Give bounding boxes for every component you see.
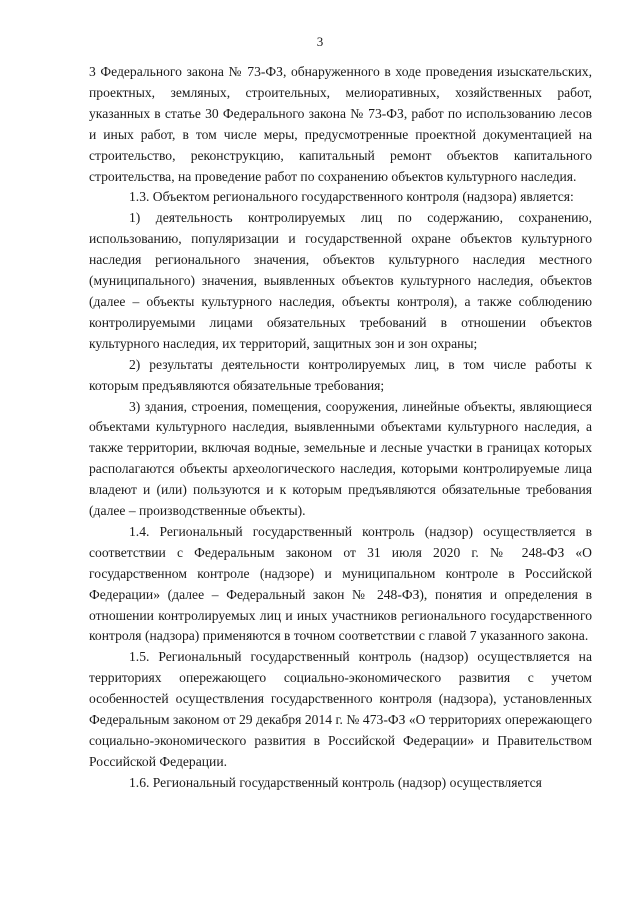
paragraph-continuation: 3 Федерального закона № 73-ФЗ, обнаруженного в ходе проведения изыскательских, проектных, земляных, строительных, мелиоративных, хозяйственных работ, указанных в статье 30 Федерального закона № 73-ФЗ, работ по использованию лесов и иных работ, в том числе меры, предусмотренные проектной документацией на строительство, реконструкцию, капитальный ремонт объектов капитального строительства, на проведение работ по сохранению объектов культурного наследия. [89, 64, 592, 184]
document-body [89, 62, 592, 794]
paragraph-1-3-item-3: 3) здания, строения, помещения, сооружения, линейные объекты, являющиеся объектами культурного наследия, выявленными объектами культурного наследия, а также территории, включая водные, земельные и лесные участки в границах которых располагаются объекты археологического наследия, которыми контролируемые лица владеют и (или) пользуются и к которым предъявляются обязательные требования (далее – производственные объекты). [89, 398, 592, 519]
paragraph-1-3-item-1: 1) деятельность контролируемых лиц по содержанию, сохранению, использованию, популяризации и государственной охране объектов культурного наследия регионального значения, объектов культурного наследия местного (муниципального) значения, выявленных объектов культурного наследия, объектов (далее – объекты культурного наследия, объекты контроля), а также соблюдению контролируемыми лицами обязательных требований в отношении объектов культурного наследия, их территорий, защитных зон и зон охраны; [89, 210, 592, 351]
paragraph-1-5: 1.5. Региональный государственный контроль (надзор) осуществляется на территориях опережающего социально-экономического развития с учетом особенностей осуществления государственного контроля (надзора), установленных Федеральным законом от 29 декабря 2014 г. № 473-ФЗ «О территориях опережающего социально-экономического развития в Российской Федерации» и Правительством Российской Федерации. [89, 649, 592, 769]
paragraph-1-3-item-2: 2) результаты деятельности контролируемых лиц, в том числе работы к которым предъявляются обязательные требования; [89, 356, 592, 393]
paragraph-1-6: 1.6. Региональный государственный контроль (надзор) осуществляется [129, 774, 542, 790]
paragraph-1-3: 1.3. Объектом регионального государственного контроля (надзора) является: [129, 189, 574, 205]
page-number: 3 [316, 34, 324, 49]
paragraph-1-4: 1.4. Региональный государственный контроль (надзор) осуществляется в соответствии с Федеральным законом от 31 июля 2020 г. № 248-ФЗ «О государственном контроле (надзоре) и муниципальном контроле в Российской Федерации» (далее – Федеральный закон № 248-ФЗ), понятия и определения в отношении контролируемых лиц и иных участников регионального государственного контроля (надзора) применяются в точном соответствии с главой 7 указанного закона. [89, 523, 592, 644]
